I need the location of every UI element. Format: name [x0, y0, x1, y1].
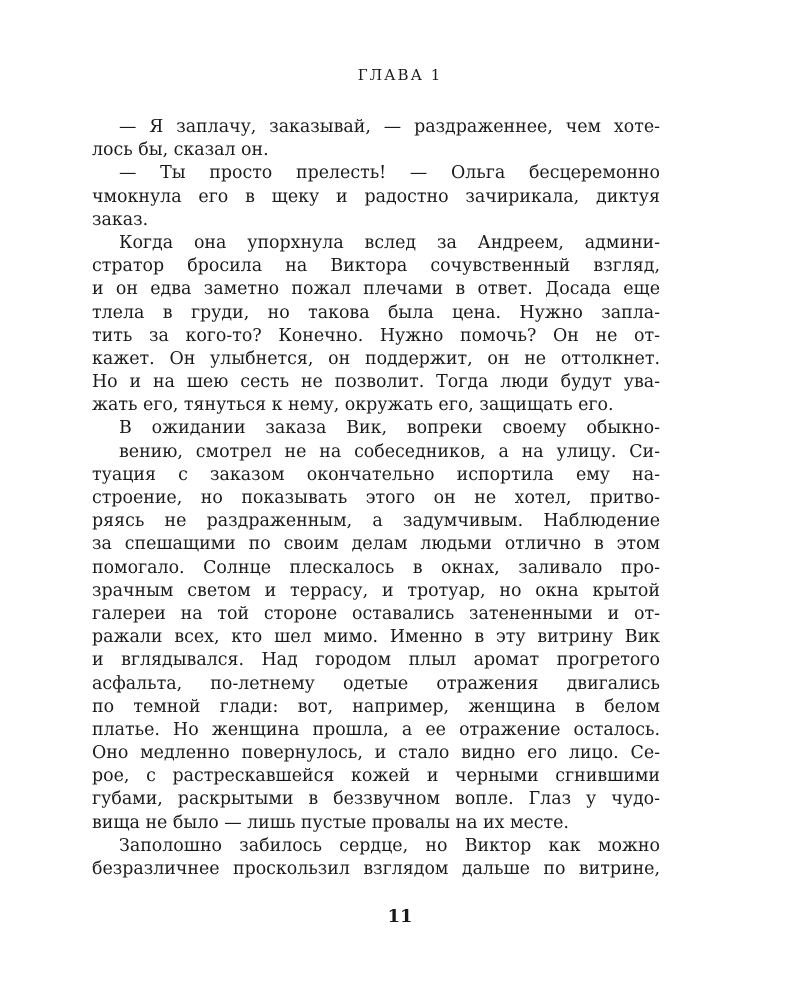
- text-line: губами, раскрытыми в беззвучном вопле. Глаз у чудо-: [92, 789, 660, 810]
- text-line: строение, но показывать этого он не хотел, притво-: [92, 488, 660, 508]
- body-text: [92, 116, 660, 881]
- text-line: Заполошно забилось сердце, но Виктор как можно: [119, 835, 660, 856]
- text-line: ражали всех, кто шел мимо. Именно в эту витрину Вик: [92, 627, 660, 648]
- text-line: галереи на той стороне оставались затененными и от-: [92, 603, 660, 624]
- text-line: ряясь не раздраженным, а задумчивым. Наблюдение: [92, 511, 660, 532]
- text-line: рое, с растрескавшейся кожей и черными сгнившими: [92, 766, 660, 787]
- text-line: вению, смотрел не на собеседников, а на улицу. Си-: [119, 441, 660, 462]
- text-line: безразличнее проскользил взглядом дальше по витрине,: [92, 859, 660, 879]
- text-line: помогало. Солнце плескалось в окнах, заливало про-: [92, 557, 660, 578]
- text-line: чмокнула его в щеку и радостно зачирикала, диктуя: [92, 186, 660, 207]
- text-line: Оно медленно повернулось, и стало видно его лицо. Се-: [92, 743, 660, 764]
- text-line: за спешащими по своим делам людьми отлично в этом: [92, 534, 660, 555]
- text-line: зрачным светом и террасу, и тротуар, но окна крытой: [92, 580, 660, 601]
- chapter-header: ГЛАВА 1: [357, 66, 443, 84]
- text-line: туация с заказом окончательно испортила ему на-: [92, 464, 660, 485]
- page-number: 11: [387, 906, 413, 927]
- text-line: и вглядывался. Над городом плыл аромат прогретого: [92, 650, 660, 671]
- text-line: Когда она упорхнула вслед за Андреем, админи-: [119, 232, 660, 253]
- text-line: жать его, тянуться к нему, окружать его, защищать его.: [92, 395, 614, 416]
- text-line: платье. Но женщина прошла, а ее отражение осталось.: [92, 719, 660, 740]
- text-line: асфальта, по-летнему одетые отражения двигались: [92, 673, 660, 694]
- text-line: лось бы, сказал он.: [92, 140, 269, 161]
- text-line: стратор бросила на Виктора сочувственный взгляд,: [92, 256, 660, 277]
- text-line: по темной глади: вот, например, женщина в белом: [92, 696, 660, 717]
- text-line: тить за кого-то? Конечно. Нужно помочь? Он не от-: [92, 325, 660, 346]
- text-line: вища не было — лишь пустые провалы на их месте.: [92, 812, 569, 833]
- text-line: заказ.: [92, 209, 149, 230]
- text-line: — Я заплачу, заказывай, — раздраженнее, чем хоте-: [119, 117, 660, 137]
- text-line: В ожидании заказа Вик, вопреки своему обыкно-: [119, 418, 660, 439]
- text-line: — Ты просто прелесть! — Ольга бесцеремонно: [119, 163, 660, 184]
- text-line: и он едва заметно пожал плечами в ответ. Досада еще: [92, 279, 660, 300]
- text-line: кажет. Он улыбнется, он поддержит, он не оттолкнет.: [92, 348, 660, 369]
- text-line: тлела в груди, но такова была цена. Нужно запла-: [92, 302, 660, 323]
- text-line: Но и на шею сесть не позволит. Тогда люди будут ува-: [92, 372, 660, 393]
